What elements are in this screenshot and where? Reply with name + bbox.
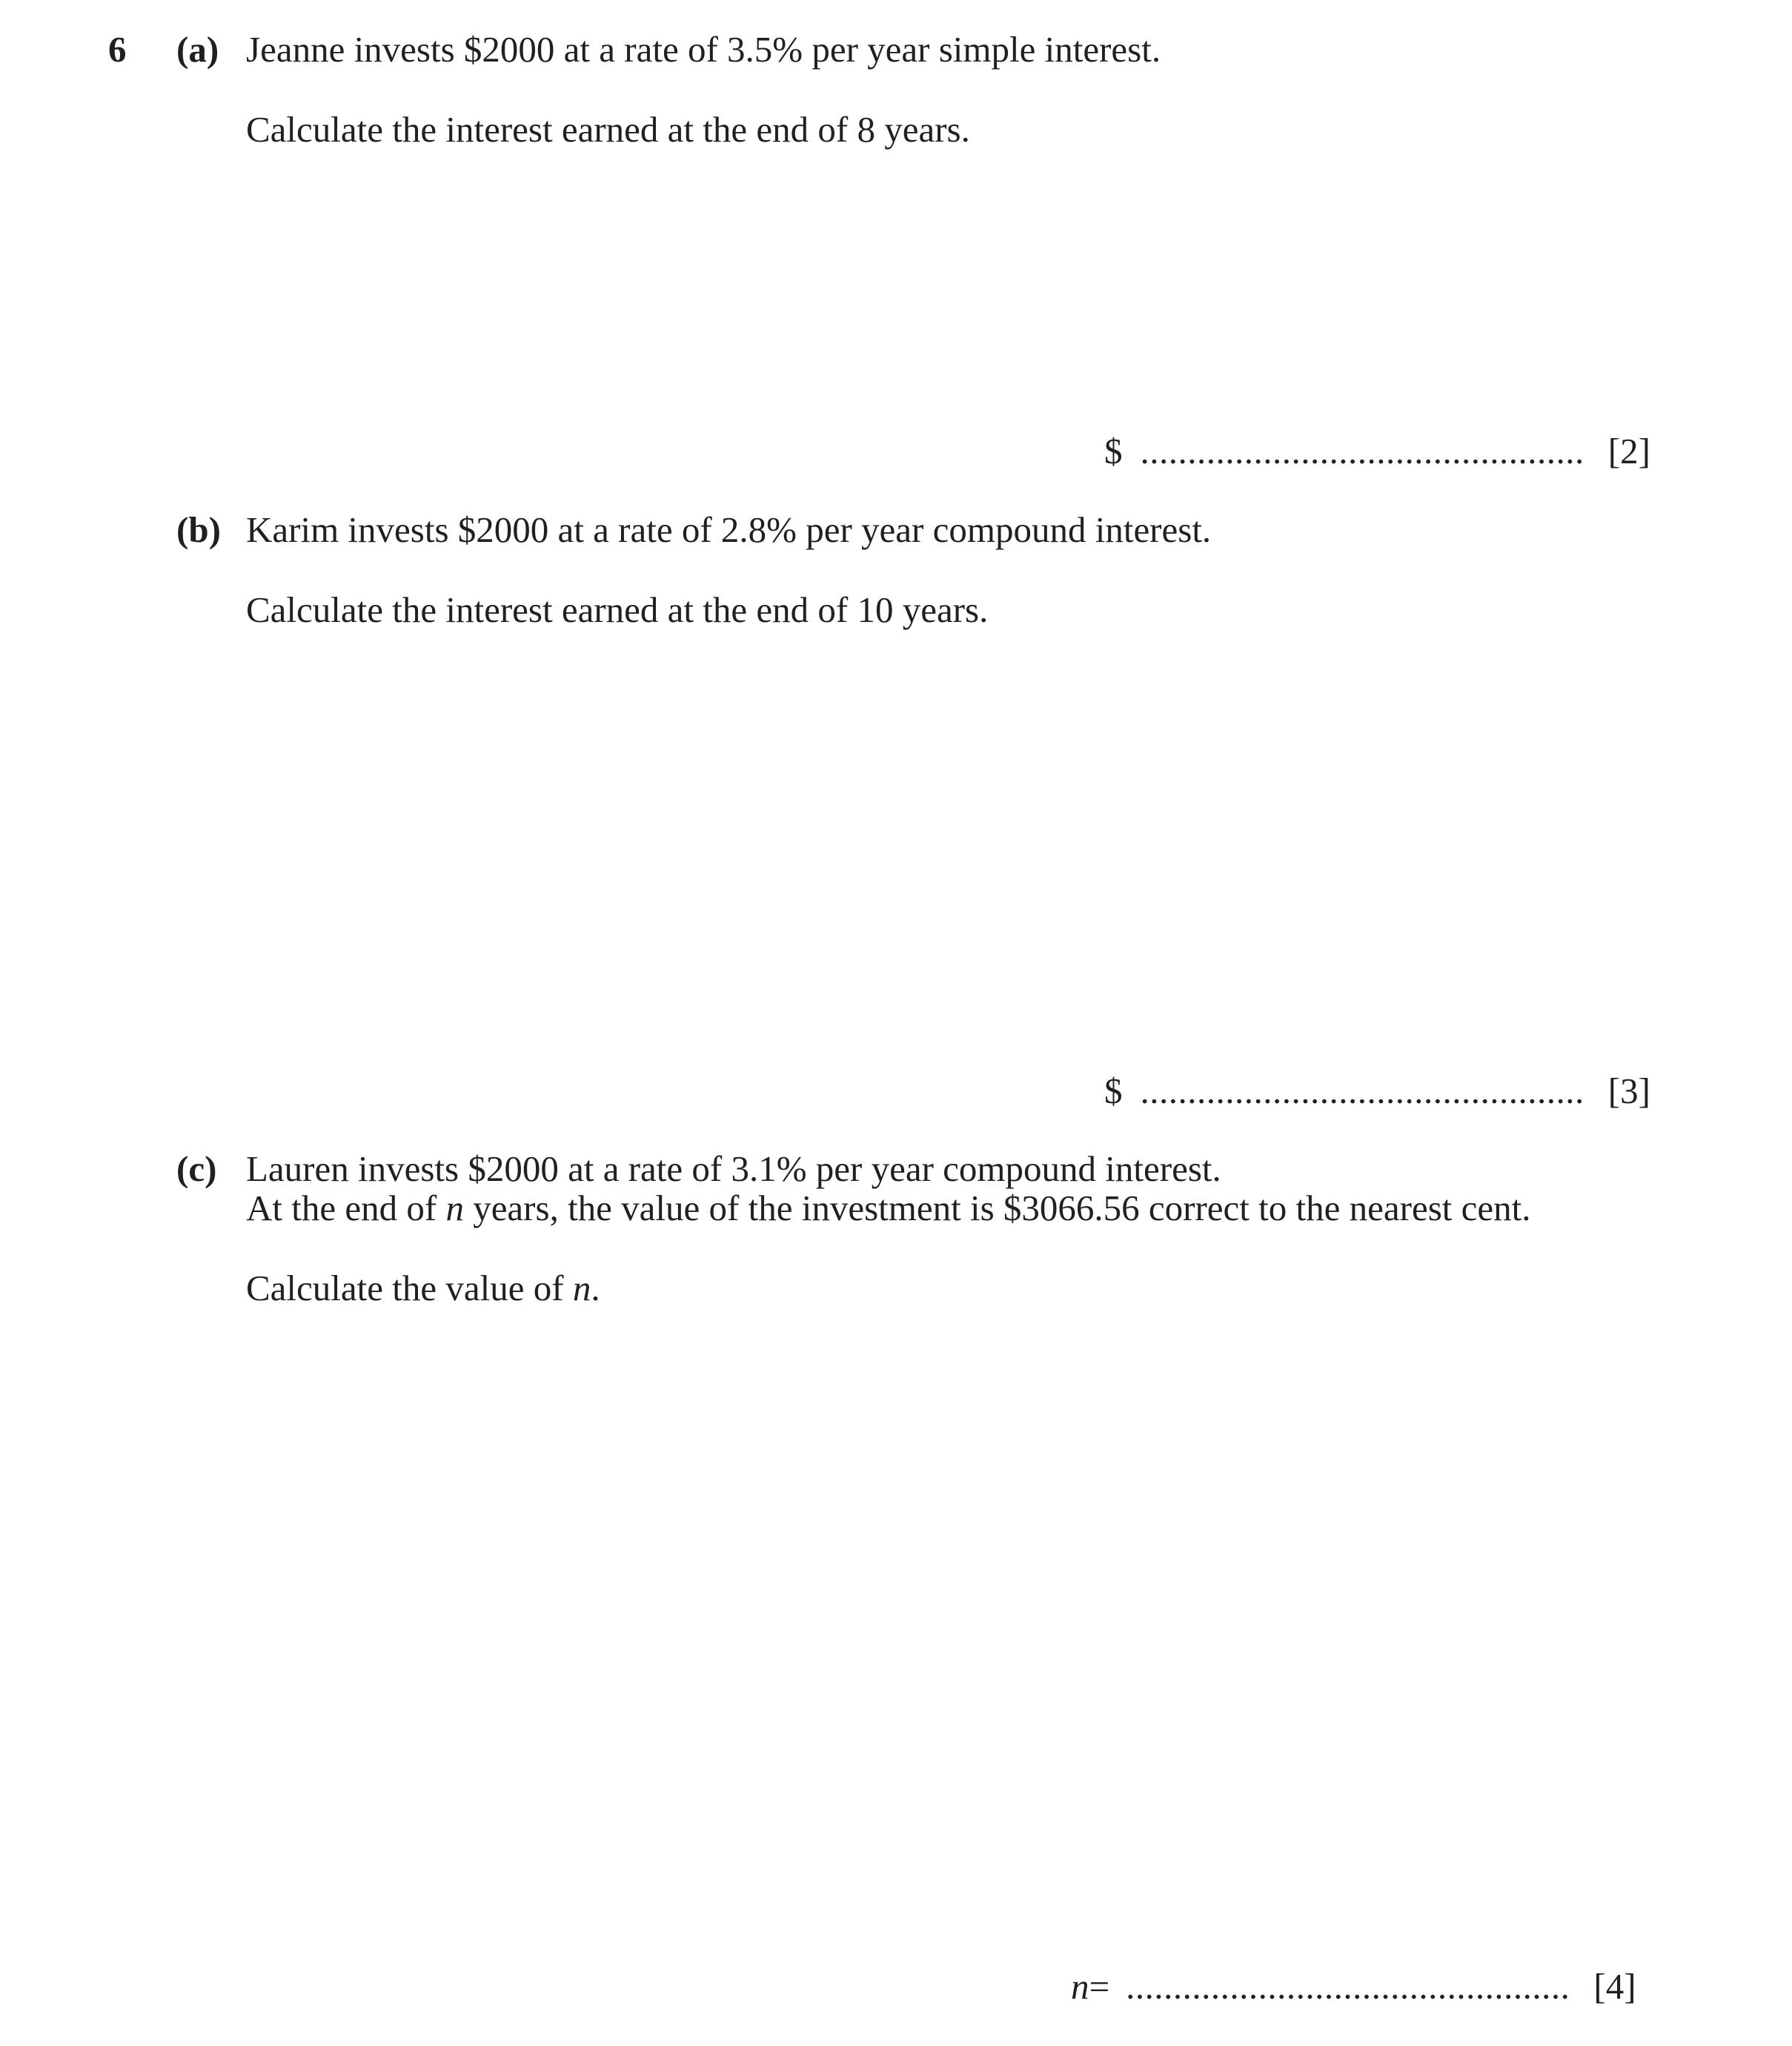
part-b-answer-line (1104, 1070, 1650, 1111)
part-c-answer-dots[interactable]: ............................................... (1126, 1966, 1570, 2007)
part-c-line2-post: years, the value of the investment is $3066.56 correct to the nearest cent. (463, 1188, 1531, 1228)
part-c-label: (c) (176, 1148, 217, 1189)
part-c-instruction-post: . (591, 1268, 600, 1308)
part-b-dollar-sign: $ (1104, 1070, 1123, 1111)
part-c-answer-equals: = (1089, 1966, 1110, 2007)
part-a-answer-dots[interactable]: ............................................... (1140, 431, 1584, 471)
part-c-statement-line2 (246, 1190, 1531, 1226)
part-a-dollar-sign: $ (1104, 431, 1123, 471)
part-c-variable-n: n (445, 1188, 464, 1228)
part-c-instruction (246, 1270, 600, 1306)
part-c-statement-line1: Lauren invests $2000 at a rate of 3.1% per year compound interest. (246, 1148, 1221, 1189)
part-c-instruction-variable-n: n (572, 1268, 591, 1308)
part-c-answer-line (1071, 1966, 1636, 2007)
part-a-instruction: Calculate the interest earned at the end of 8 years. (246, 109, 970, 150)
part-c-answer-variable: n (1071, 1966, 1089, 2007)
part-b-instruction: Calculate the interest earned at the end of 10 years. (246, 589, 989, 630)
part-b-statement: Karim invests $2000 at a rate of 2.8% per year compound interest. (246, 509, 1212, 550)
part-b-marks: [3] (1607, 1070, 1650, 1111)
part-c-instruction-pre: Calculate the value of (246, 1268, 573, 1308)
part-c-marks: [4] (1593, 1966, 1636, 2007)
part-a-label: (a) (176, 29, 219, 70)
part-a-marks: [2] (1607, 431, 1650, 471)
part-a-statement: Jeanne invests $2000 at a rate of 3.5% per year simple interest. (246, 29, 1161, 70)
part-c-line2-pre: At the end of (246, 1188, 446, 1228)
part-b-label: (b) (176, 509, 221, 550)
part-a-answer-line (1104, 433, 1650, 469)
part-b-answer-dots[interactable]: ............................................... (1140, 1070, 1584, 1111)
question-number: 6 (108, 29, 127, 70)
